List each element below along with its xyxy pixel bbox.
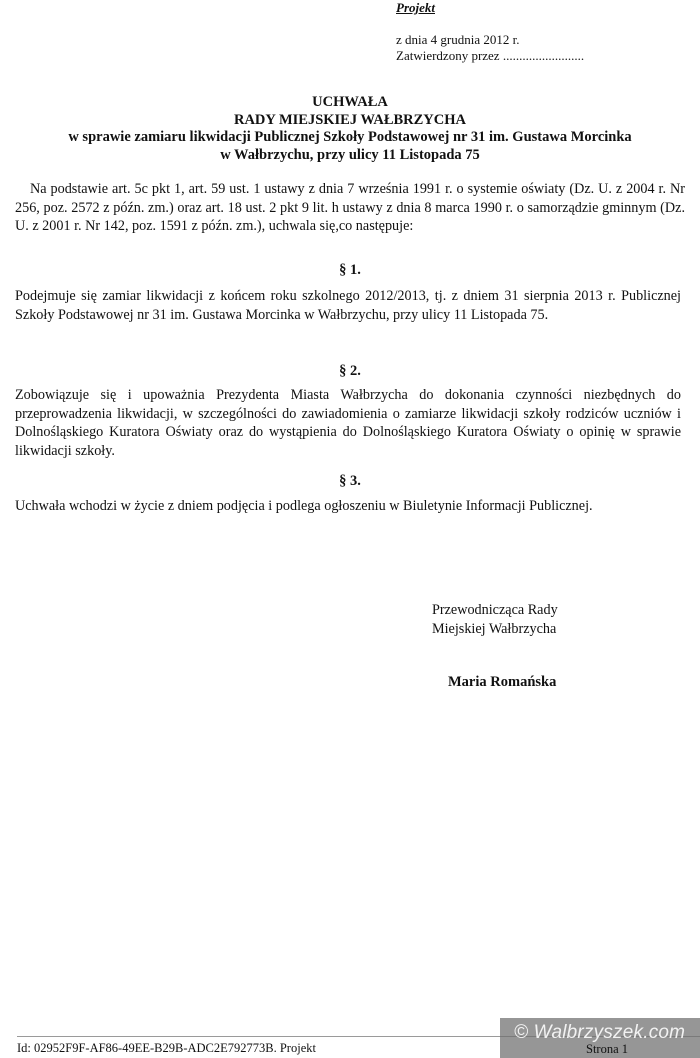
title-line-resolution: UCHWAŁA — [312, 94, 388, 110]
title-line-subject: w sprawie zamiaru likwidacji Publicznej Szkoły Podstawowej nr 31 im. Gustawa Morcinka — [68, 129, 632, 145]
section-1-heading: § 1. — [339, 262, 361, 278]
section-3-text: Uchwała wchodzi w życie z dniem podjęcia i podlega ogłoszeniu w Biuletynie Informacji Publicznej. — [15, 498, 593, 514]
document-title — [0, 94, 700, 164]
section-2-text: Zobowiązuje się i upoważnia Prezydenta Miasta Wałbrzycha do dokonania czynności niezbędnych do przeprowadzenia likwidacji, w szczególności do zawiadomienia o zamiarze likwidacji szkoły rodziców uczniów i Dolnośląskiego Kuratora Oświaty oraz do wystąpienia do Dolnośląskiego Kuratora Oświaty o opinię w sprawie likwidacji szkoły. — [15, 387, 681, 459]
legal-basis-paragraph: Na podstawie art. 5c pkt 1, art. 59 ust. 1 ustawy z dnia 7 września 1991 r. o systemie oświaty (Dz. U. z 2004 r. Nr 256, poz. 2572 z późn. zm.) oraz art. 18 ust. 2 pkt 9 lit. h ustawy z dnia 8 marca 1990 r. o samorządzie gminnym (Dz. U. z 2001 r. Nr 142, poz. 1591 z późn. zm.), uchwala się,co następuje: — [15, 181, 685, 234]
title-line-council: RADY MIEJSKIEJ WAŁBRZYCHA — [233, 111, 467, 128]
signer-role-line-1: Przewodnicząca Rady — [432, 602, 558, 618]
signer-name: Maria Romańska — [448, 674, 557, 690]
resolution-date: z dnia 4 grudnia 2012 r. — [396, 32, 520, 47]
draft-status-label: Projekt — [396, 0, 435, 15]
approved-by-line: Zatwierdzony przez ......................... — [396, 48, 585, 63]
page-number: Strona 1 — [586, 1042, 629, 1056]
footer-document-id: Id: 02952F9F-AF86-49EE-B29B-ADC2E792773B. Projekt — [17, 1041, 316, 1055]
signature-block — [432, 601, 558, 638]
signer-role-line-2: Miejskiej Wałbrzycha — [432, 620, 557, 637]
section-2-heading: § 2. — [339, 363, 361, 379]
watermark-text: © Walbrzyszek.com — [514, 1022, 686, 1043]
title-line-address: w Wałbrzychu, przy ulicy 11 Listopada 75 — [220, 146, 480, 163]
section-1-text: Podejmuje się zamiar likwidacji z końcem roku szkolnego 2012/2013, tj. z dniem 31 sierpnia 2013 r. Publicznej Szkoły Podstawowej nr 31 im. Gustawa Morcinka w Wałbrzychu, przy ulicy 11 Listopada 75. — [15, 288, 681, 323]
section-3-heading: § 3. — [339, 473, 361, 489]
